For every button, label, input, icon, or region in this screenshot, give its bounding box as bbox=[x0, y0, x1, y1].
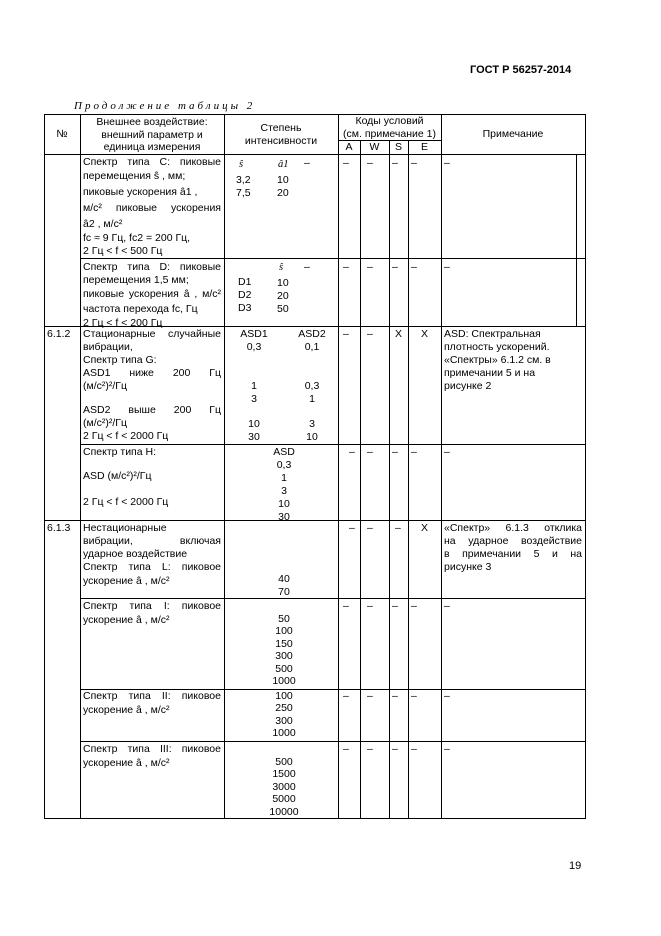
row-c-val-1: 3,2 bbox=[236, 174, 251, 186]
row-h-note: – bbox=[444, 446, 450, 458]
row-i-severity: 50 100 150 300 500 1000 bbox=[272, 613, 296, 688]
page-number: 19 bbox=[569, 860, 582, 872]
row-g-code-w: – bbox=[367, 328, 373, 340]
row-g-val-10: 10 bbox=[306, 431, 318, 443]
row-i-code-s: – bbox=[392, 600, 398, 612]
row-i-code-e: – bbox=[411, 600, 417, 612]
row-iii-severity: 500 1500 3000 5000 10000 bbox=[269, 756, 299, 818]
row-g-val-2: 0,1 bbox=[304, 341, 320, 353]
row-iii-code-e: – bbox=[411, 743, 417, 755]
row-h-unit: ASD (м/с²)²/Гц bbox=[83, 470, 152, 482]
row-l-note: «Спектр» 6.1.3 отклика на ударное воздействие в примечании 5 и на рисунке 3 bbox=[444, 522, 582, 573]
row-c-sym-a1: â1 bbox=[278, 159, 289, 170]
row-ii-description: Спектр типа II: пиковое ускорение â , м/с² bbox=[83, 690, 221, 716]
row-g-note: ASD: Спектральная плотность ускорений. «Спектры» 6.1.2 см. в примечании 5 и на рисунке 2 bbox=[444, 328, 551, 392]
row-c-sym-dash: – bbox=[304, 157, 310, 169]
row-g-code-a: – bbox=[343, 328, 349, 340]
row-c-note: – bbox=[444, 157, 450, 169]
header-severity: Степень интенсивности bbox=[244, 122, 318, 147]
row-g-val-5: 3 bbox=[251, 393, 257, 405]
row-g-val-7: 10 bbox=[248, 418, 260, 430]
row-iii-note: – bbox=[444, 743, 450, 755]
row-d-code-a: – bbox=[343, 261, 349, 273]
row-c-sym-s: ŝ bbox=[239, 159, 244, 170]
row-h-code-e: – bbox=[411, 446, 417, 458]
row-h-code-w: – bbox=[367, 446, 373, 458]
row-ii-code-w: – bbox=[367, 690, 373, 702]
row-g-val-1: 0,3 bbox=[246, 341, 262, 353]
row-c-code-e: – bbox=[411, 157, 417, 169]
row-l-code-w: – bbox=[367, 522, 373, 534]
row-g-val-8: 3 bbox=[309, 418, 315, 430]
row-g-head-asd1: ASD1 bbox=[240, 328, 268, 340]
row-i-description: Спектр типа I: пиковое ускорение â , м/с² bbox=[83, 600, 221, 626]
header-influence: Внешнее воздействие: внешний параметр и единица измерения bbox=[96, 116, 208, 154]
row-g-val-6: 1 bbox=[309, 393, 315, 405]
row-l-code-a: – bbox=[349, 522, 355, 534]
header-code-a: A bbox=[345, 141, 353, 153]
row-iii-description: Спектр типа III: пиковое ускорение â , м/с² bbox=[83, 743, 221, 769]
header-codes: Коды условий (см. примечание 1) bbox=[343, 115, 436, 140]
row-l-number: 6.1.3 bbox=[47, 522, 71, 534]
header-note: Примечание bbox=[482, 128, 544, 140]
header-code-s: S bbox=[394, 141, 402, 153]
row-l-code-e: X bbox=[421, 522, 429, 534]
row-g-code-s: X bbox=[395, 328, 403, 340]
row-d-code-s: – bbox=[392, 261, 398, 273]
row-c-val-2: 10 bbox=[277, 174, 289, 186]
row-d-val-2: 20 bbox=[277, 290, 289, 302]
row-iii-code-a: – bbox=[343, 743, 349, 755]
row-g-number: 6.1.2 bbox=[47, 328, 71, 340]
table-continuation: Продолжение таблицы 2 bbox=[74, 100, 256, 112]
row-l-description: Нестационарные вибрации, включая ударное воздействие Спектр типа L: пиковое ускорение â , м/с² bbox=[83, 522, 221, 587]
row-d-code-w: – bbox=[367, 261, 373, 273]
header-code-e: E bbox=[420, 141, 428, 153]
row-ii-severity: 100 250 300 1000 bbox=[272, 690, 296, 740]
row-d-label-2: D2 bbox=[238, 289, 252, 301]
row-c-code-w: – bbox=[367, 157, 373, 169]
row-i-code-w: – bbox=[367, 600, 373, 612]
row-d-sym-s: ŝ bbox=[279, 262, 284, 273]
row-c-description: Спектр типа C: пиковые перемещения ŝ , мм; пиковые ускорения â1 , м/с² пиковые ускорения â2 , м/с² fc ≈ 9 Гц, fc2 = 200 Гц, 2 Гц < f < 500 Гц bbox=[83, 156, 221, 257]
row-l-code-s: – bbox=[395, 522, 401, 534]
row-g-val-9: 30 bbox=[248, 431, 260, 443]
header-number: № bbox=[56, 128, 68, 140]
standard-designation: ГОСТ Р 56257-2014 bbox=[470, 64, 572, 76]
row-ii-code-a: – bbox=[343, 690, 349, 702]
header-code-w: W bbox=[369, 141, 380, 153]
row-d-description: Спектр типа D: пиковые перемещения 1,5 мм; пиковые ускорения â , м/с² частота перехода fc, Гц 2 Гц < f < 200 Гц bbox=[83, 261, 221, 329]
row-g-description: Стационарные случайные вибрации, Спектр типа G: ASD1 ниже 200 Гц (м/с²)²/Гц ASD2 выше 200 Гц (м/с²)²/Гц 2 Гц < f < 2000 Гц bbox=[83, 328, 221, 442]
row-c-val-3: 7,5 bbox=[236, 187, 251, 199]
row-ii-note: – bbox=[444, 690, 450, 702]
row-h-range: 2 Гц < f < 2000 Гц bbox=[83, 496, 169, 508]
row-d-val-3: 50 bbox=[277, 303, 289, 315]
row-d-note: – bbox=[444, 261, 450, 273]
row-c-code-a: – bbox=[343, 157, 349, 169]
row-iii-code-s: – bbox=[392, 743, 398, 755]
row-ii-code-s: – bbox=[392, 690, 398, 702]
row-i-note: – bbox=[444, 600, 450, 612]
row-ii-code-e: – bbox=[411, 690, 417, 702]
row-g-val-3: 1 bbox=[251, 380, 257, 392]
row-d-label-3: D3 bbox=[238, 302, 252, 314]
row-g-val-4: 0,3 bbox=[304, 380, 320, 392]
row-g-code-e: X bbox=[421, 328, 429, 340]
row-iii-code-w: – bbox=[367, 743, 373, 755]
row-d-val-1: 10 bbox=[277, 277, 289, 289]
row-l-severity: 40 70 bbox=[278, 573, 290, 598]
row-d-label-1: D1 bbox=[238, 276, 252, 288]
row-c-code-s: – bbox=[392, 157, 398, 169]
row-d-code-e: – bbox=[411, 261, 417, 273]
row-h-code-s: – bbox=[392, 446, 398, 458]
row-h-code-a: – bbox=[349, 446, 355, 458]
row-h-severity: ASD 0,3 1 3 10 30 bbox=[273, 446, 295, 523]
row-i-code-a: – bbox=[343, 600, 349, 612]
row-g-head-asd2: ASD2 bbox=[298, 328, 326, 340]
row-h-title: Спектр типа H: bbox=[83, 446, 157, 458]
row-c-val-4: 20 bbox=[277, 187, 289, 199]
row-d-sym-dash: – bbox=[304, 261, 310, 273]
